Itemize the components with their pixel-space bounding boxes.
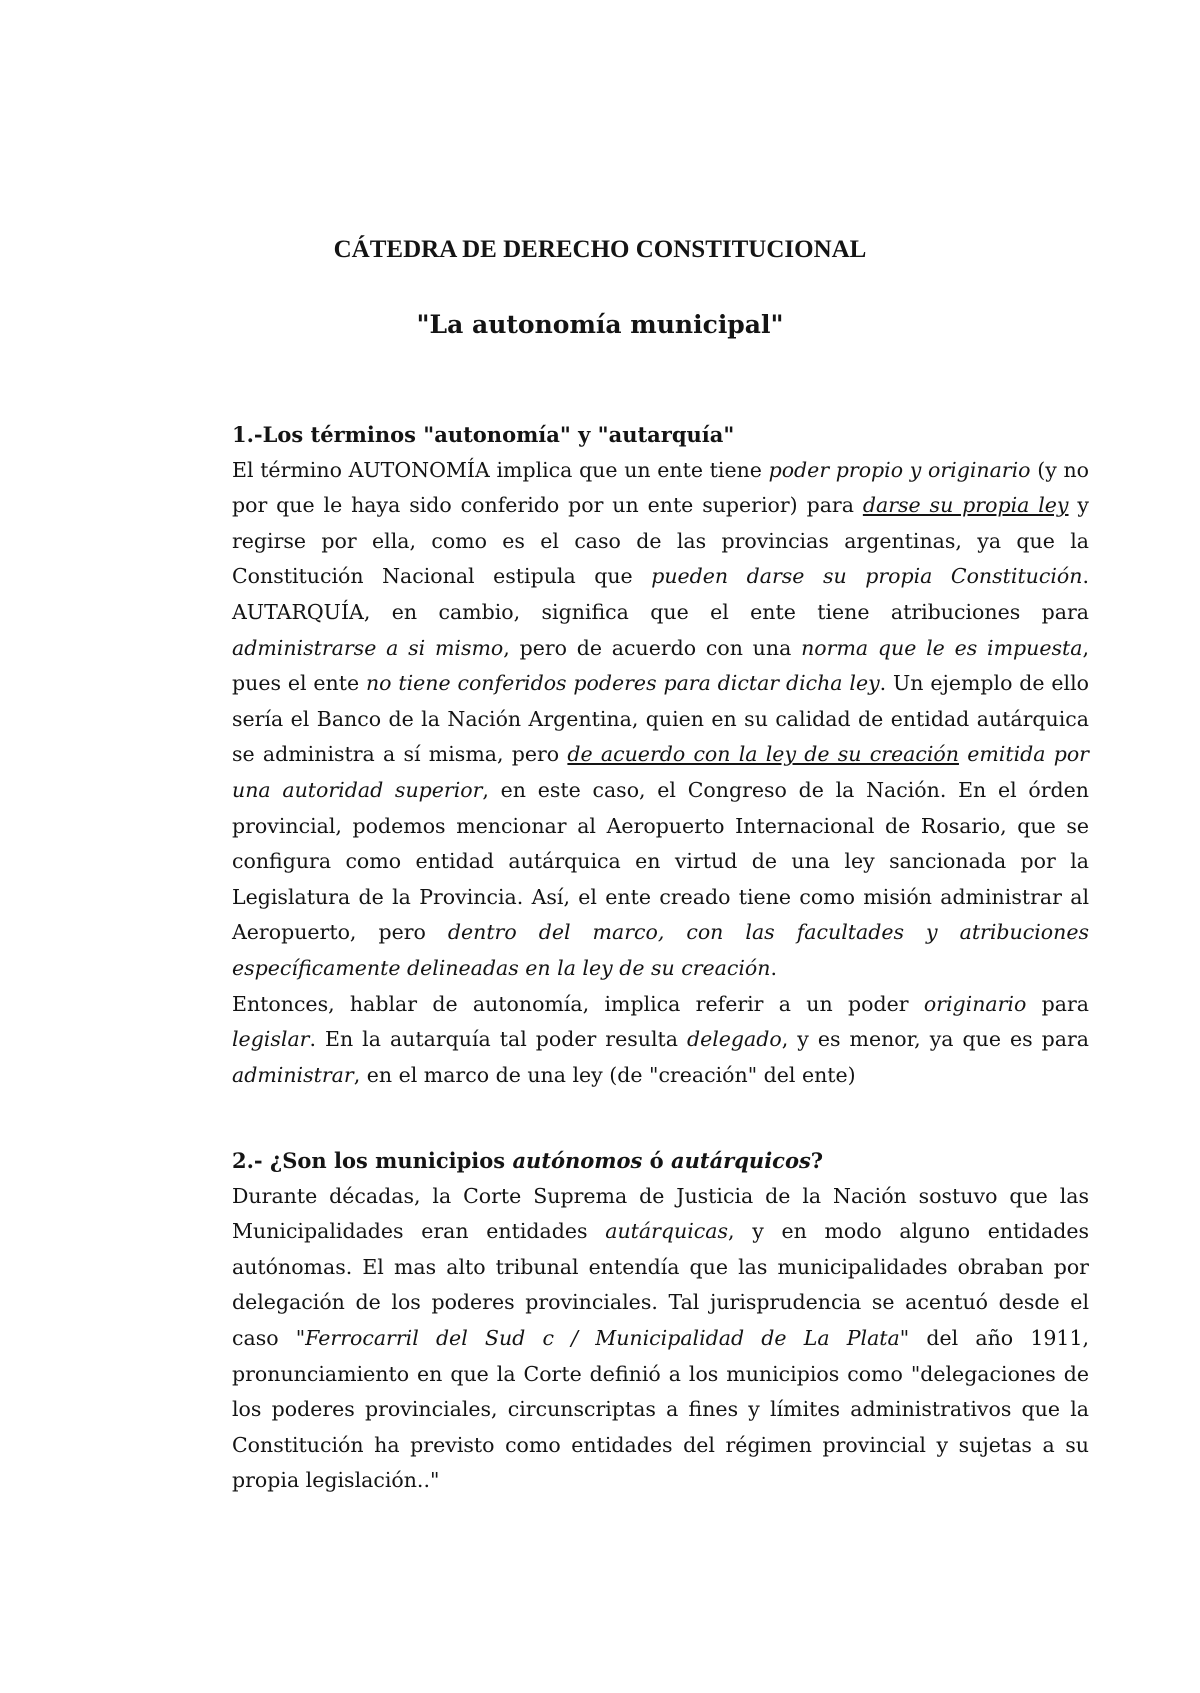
text-run: El término AUTONOMÍA implica que un ente tiene [232,457,769,482]
emphasis-run: administrar [232,1062,354,1087]
emphasis-run: delegado [686,1027,782,1052]
underlined-emphasis-run: de acuerdo con la ley de su creación [567,742,959,767]
emphasis-run: no tiene conferidos poderes para dictar dicha ley [365,671,880,696]
text-run: . Un ejemplo de ello sería el Banco de la Nación Argentina, quien en su calidad de entidad autárquica se administra a sí misma, pero [232,671,1090,767]
text-run: ? [810,1148,824,1173]
text-run: , pues el ente [232,635,1089,696]
text-run: " del año 1911, pronunciamiento en que la Corte definió a los municipios como "delegaciones de los poderes provinciales, circunscriptas a fines y límites administrativos que la Constitución ha previsto como entidades del régimen provincial y sujetas a su propia legislación.." [232,1325,1090,1493]
text-run: ó [642,1148,671,1173]
emphasis-run: administrarse a si mismo [232,635,504,660]
text-run: 2.- ¿Son los municipios [232,1148,513,1173]
section-1-paragraph-2 [232,987,1089,1094]
text-run: Entonces, hablar de autonomía, implica referir a un poder [232,991,924,1016]
section-2 [232,1143,1089,1499]
emphasis-run: autárquicos [671,1148,811,1173]
emphasis-run: emitida por una autoridad superior [232,742,1089,802]
text-run: . En la autarquía tal poder resulta [309,1027,687,1052]
document-title: CÁTEDRA DE DERECHO CONSTITUCIONAL [333,236,867,263]
underlined-emphasis-run: darse su propia ley [862,493,1069,518]
emphasis-run: autónomos [512,1148,643,1173]
section-2-paragraph-1 [232,1179,1089,1499]
text-run: , en el marco de una ley (de "creación" del ente) [353,1062,856,1087]
text-run: Durante décadas, la Corte Suprema de Justicia de la Nación sostuvo que las Municipalidades eran entidades [232,1183,1089,1244]
text-run: y regirse por ella, como es el caso de las provincias argentinas, ya que la Constitución Nacional estipula que [232,493,1089,589]
section-2-heading [232,1143,1089,1179]
document-subtitle: "La autonomía municipal" [416,310,784,339]
text-run: . AUTARQUÍA, en cambio, significa que el ente tiene atribuciones para [232,564,1089,624]
emphasis-run: dentro del marco, con las facultades y atribuciones específicamente delineadas en la ley de su creación [232,920,1089,980]
text-run: (y no por que le haya sido conferido por un ente superior) para [232,457,1089,518]
emphasis-run: pueden darse su propia Constitución [651,564,1083,589]
section-1-heading: 1.-Los términos "autonomía" y "autarquía" [232,422,735,447]
section-1-paragraph-1 [232,453,1089,987]
emphasis-run: originario [923,991,1027,1016]
emphasis-run: poder propio y originario [768,457,1031,482]
section-1 [232,417,1089,1093]
text-run: , en este caso, el Congreso de la Nación. En el órden provincial, podemos mencionar al Aeropuerto Internacional de Rosario, que se configura como entidad autárquica en virtud de una ley sancionada por la Legislatura de la Provincia. Así, el ente creado tiene como misión administrar al Aeropuerto, pero [232,777,1090,945]
text-run: , pero de acuerdo con una [503,635,802,660]
text-run: , y en modo alguno entidades autónomas. El mas alto tribunal entendía que las municipalidades obraban por delegación de los poderes provinciales. Tal jurisprudencia se acentuó desde el caso " [232,1219,1089,1350]
text-run: para [1026,991,1089,1016]
emphasis-run: legislar [232,1027,310,1052]
text-run: , y es menor, ya que es para [781,1027,1090,1052]
emphasis-run: norma que le es impuesta [801,635,1083,660]
emphasis-run: Ferrocarril del Sud c / Municipalidad de La Plata [305,1325,900,1350]
emphasis-run: autárquicas [605,1219,729,1244]
text-run: . [770,955,777,980]
